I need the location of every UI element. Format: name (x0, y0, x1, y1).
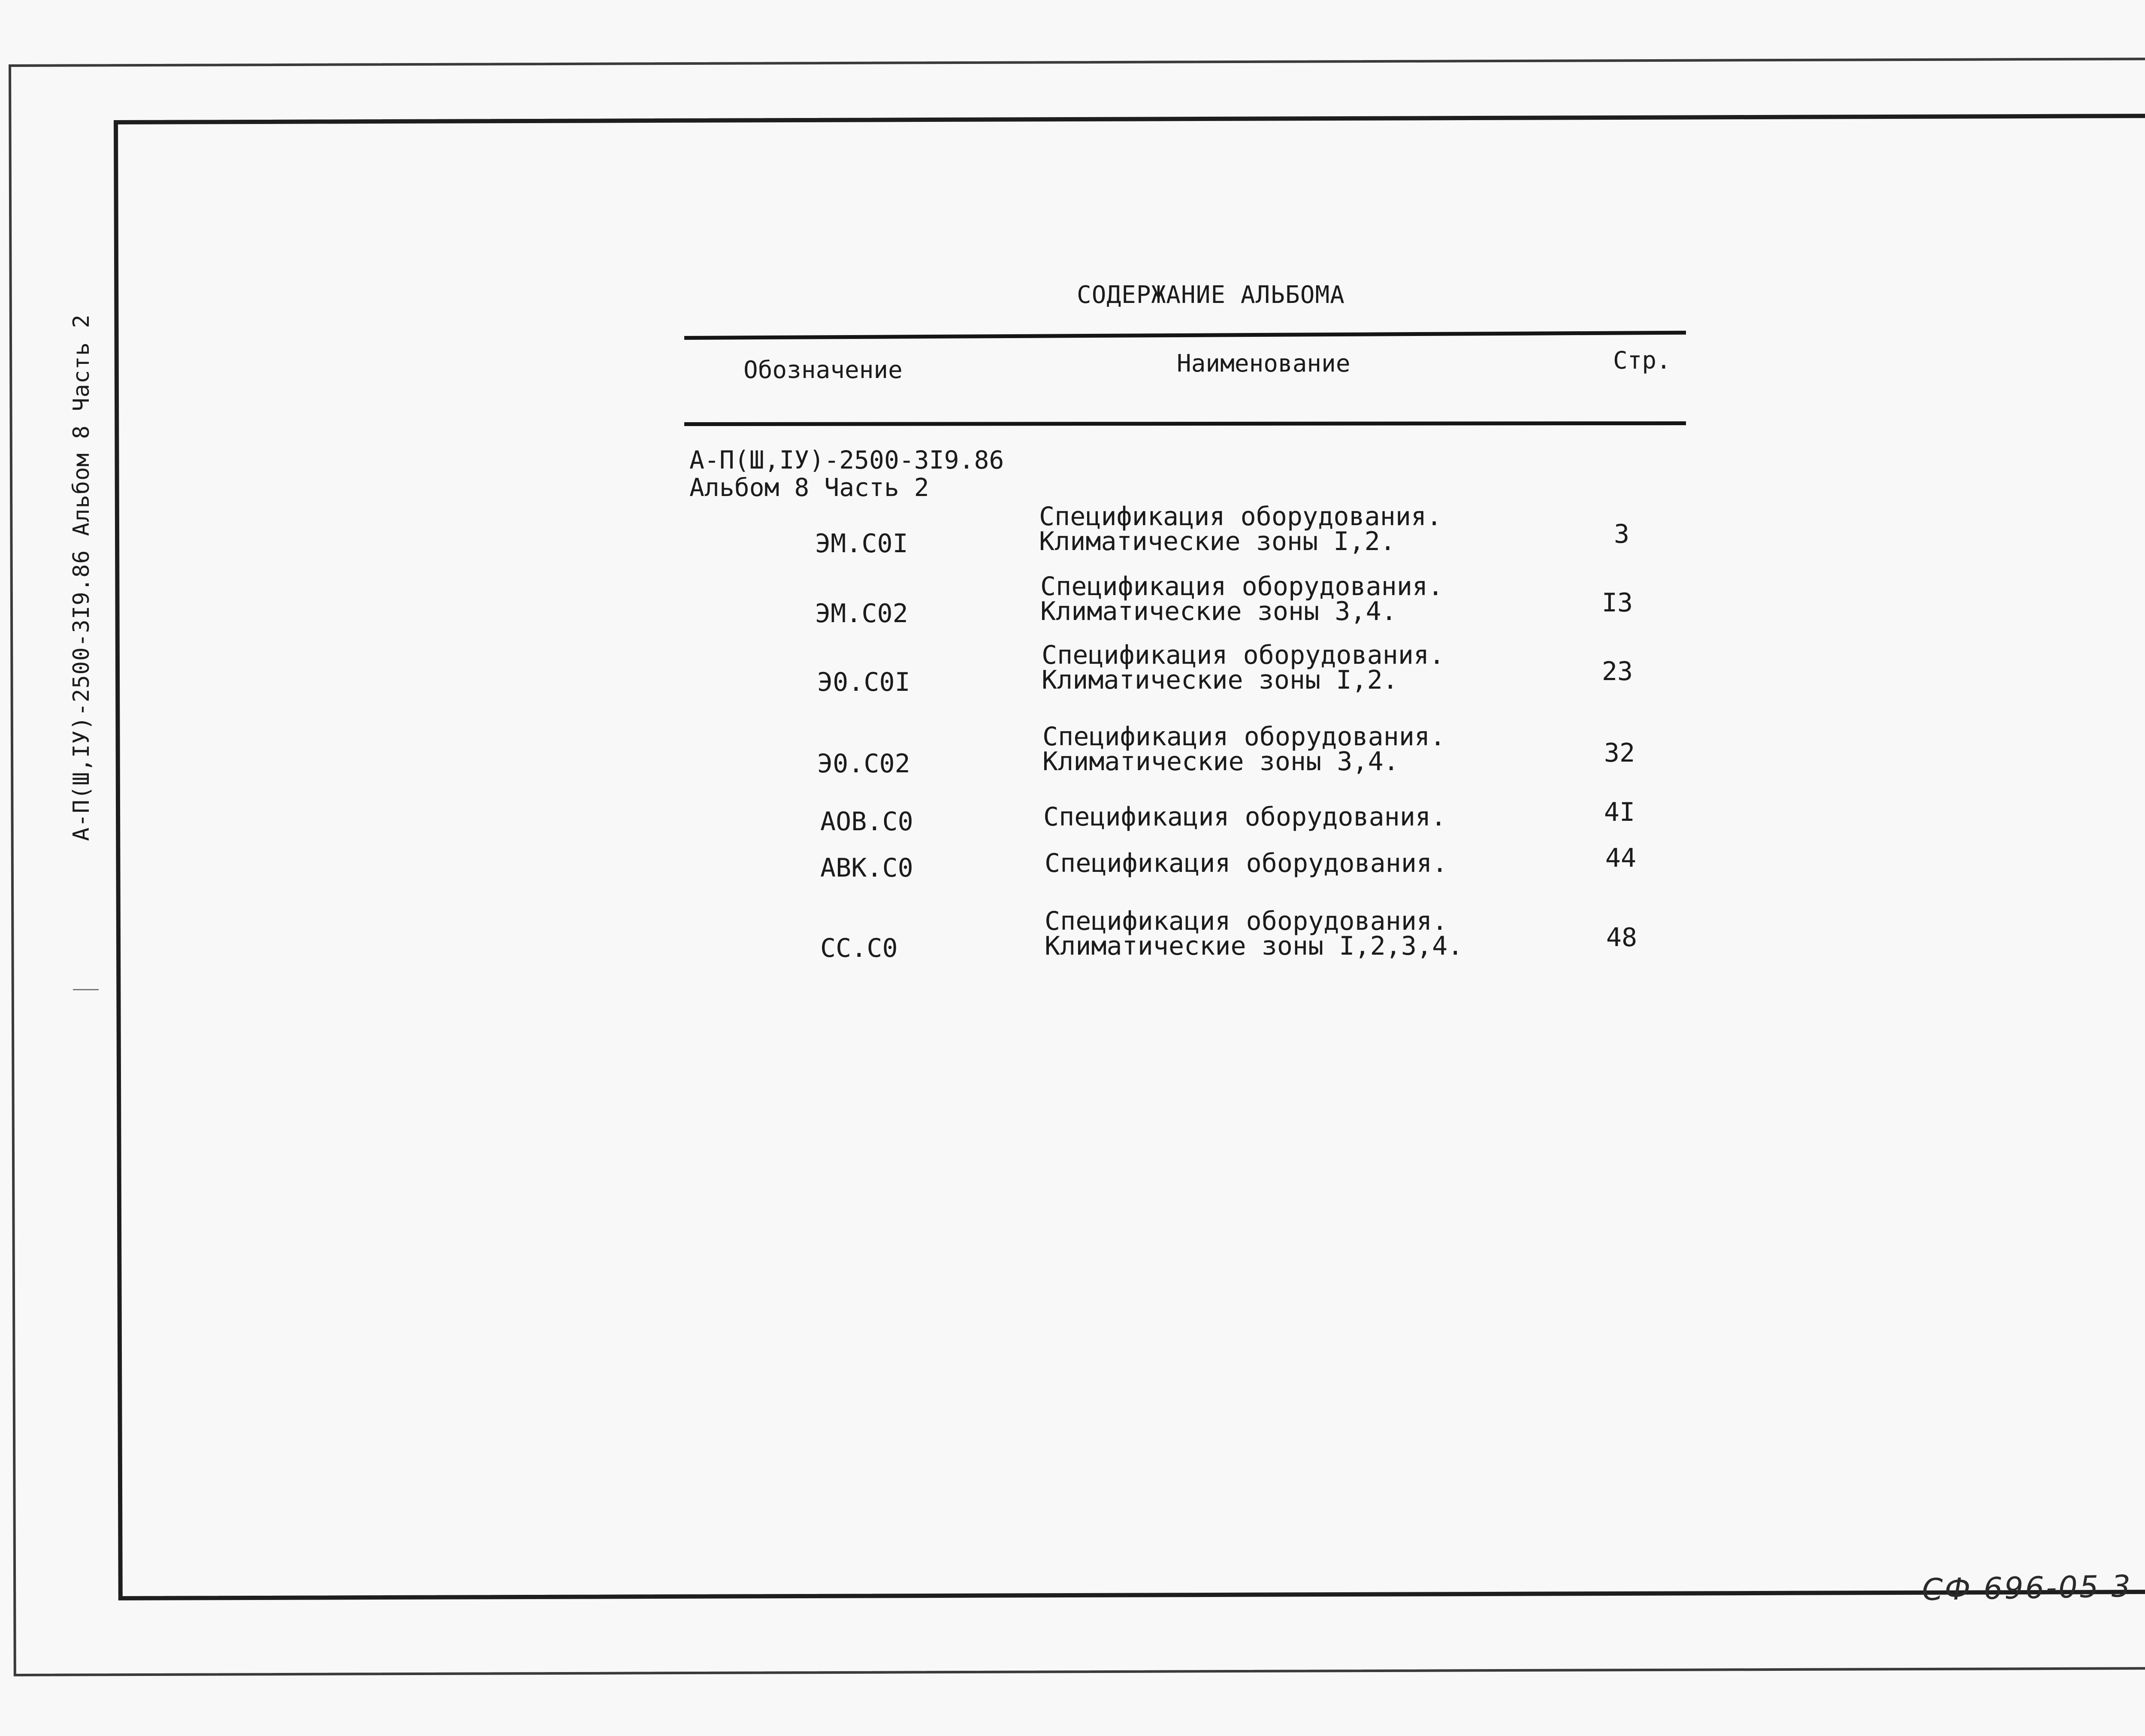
entry-page: 44 (1605, 843, 1637, 873)
entry-code: СС.С0 (820, 933, 898, 963)
entry-page: I3 (1601, 588, 1633, 618)
album-reference (689, 446, 1004, 501)
entry-name-line1: Спецификация оборудования. (1042, 722, 1446, 752)
entry-page: 23 (1601, 656, 1633, 687)
entry-name (1043, 802, 1447, 832)
entry-name (1040, 574, 1443, 624)
entry-page: 48 (1606, 922, 1637, 953)
entry-code: Э0.С02 (817, 749, 910, 779)
header-page: Стр. (1613, 347, 1671, 375)
entry-name (1045, 848, 1448, 878)
entry-page: 3 (1613, 519, 1630, 549)
entry-name-line2: Климатические зоны 3,4. (1042, 747, 1399, 777)
entry-name-line1: Спецификация оборудования. (1039, 502, 1442, 532)
entry-name-line2: Климатические зоны 3,4. (1040, 596, 1397, 626)
entry-code: АВК.С0 (820, 853, 913, 883)
entry-code: АОВ.С0 (820, 807, 913, 837)
entry-code: Э0.С0I (817, 667, 910, 697)
page-title: СОДЕРЖАНИЕ АЛЬБОМА (1077, 281, 1345, 309)
entry-name-line2: Климатические зоны I,2,3,4. (1045, 931, 1463, 961)
entry-name-line2: Климатические зоны I,2. (1042, 665, 1398, 695)
entry-name (1039, 504, 1442, 554)
entry-code: ЭМ.С0I (815, 529, 908, 559)
document-stamp: СФ 696-05 3 (1921, 1568, 2133, 1608)
album-reference-line1: А-П(Ш,IУ)-2500-3I9.86 (689, 445, 1004, 475)
margin-mark (73, 989, 99, 990)
entry-name-line1: Спецификация оборудования. (1045, 848, 1448, 878)
entry-name-line1: Спецификация оборудования. (1045, 906, 1448, 936)
entry-code: ЭМ.С02 (815, 599, 908, 629)
side-label: А-П(Ш,IУ)-2500-3I9.86 Альбом 8 Часть 2 (69, 314, 94, 841)
entry-name (1042, 640, 1445, 695)
header-name: Наименование (1177, 350, 1350, 378)
album-reference-line2: Альбом 8 Часть 2 (689, 473, 929, 502)
entry-name-line2: Климатические зоны I,2. (1039, 526, 1396, 556)
entry-page: 4I (1604, 797, 1635, 827)
entry-name-line1: Спецификация оборудования. (1043, 802, 1447, 832)
entry-name-line1: Спецификация оборудования. (1042, 640, 1445, 670)
header-code: Обозначение (743, 356, 903, 384)
entry-name (1042, 722, 1446, 777)
entry-name (1045, 906, 1463, 961)
entry-name-line1: Спецификация оборудования. (1040, 572, 1444, 602)
entry-page: 32 (1604, 738, 1635, 768)
